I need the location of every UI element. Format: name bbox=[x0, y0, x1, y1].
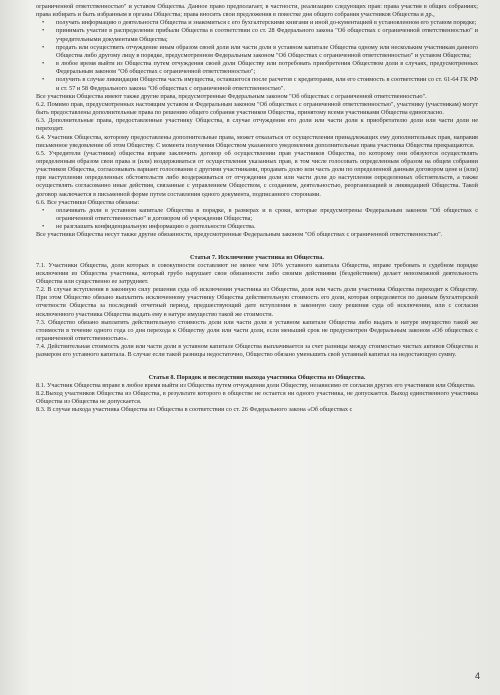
paragraph: ограниченной ответственностью" и уставом Общества. Данное право предполагает, в частности, реализацию следующих прав: права участия в общих собраниях; права избирать и быть избранным в органы Общества; права вносить свои предложения в повестке дня общего собрания участников Общества и др., bbox=[36, 3, 478, 19]
paragraph: 6.6. Все участники Общества обязаны: bbox=[36, 198, 140, 206]
paragraph: 6.5. Учредители (участники) общества вправе заключить договор об осуществлении прав участников Общества, по которому они обязуются осуществлять определенным образом свои права и (или) воздерживаться от осуществления указанных прав, в том числе голосовать определенным образом на общем собрании участников Общества, согласовывать вариант голосования с другими участниками, продавать долю или часть доли по определенной данным договором цене и (или) при наступлении определенных обстоятельств либо воздерживаться от отчуждения доли или части доли до наступления определенных обстоятельств, а также осуществлять согласованно иные действия, связанные с управлением Обществом, с созданием, деятельностью, реорганизацией и ликвидацией Общества. Такой договор заключается в письменной форме путем составления одного документа, подписанного сторонами. bbox=[36, 149, 478, 198]
section-heading: Статья 7. Исключение участника из Общества. bbox=[190, 253, 324, 261]
document-body bbox=[36, 3, 478, 414]
bullet-item bbox=[36, 60, 478, 76]
paragraph: Все участники Общества имеют также другие права, предусмотренные Федеральным законом "Об обществах с ограниченной ответственностью". bbox=[36, 92, 427, 100]
bullet-icon: • bbox=[42, 223, 45, 231]
bullet-text: получать информацию о деятельности Общества и знакомиться с его бухгалтерскими книгами и иной до-кументацией в установленном его уставом порядке; bbox=[56, 19, 477, 27]
bullet-text: принимать участие в распределении прибыли Общества в соответствии со ст. 28 Федерального закона "Об обществах с ограниченной ответственностью" и учредительными документами Общества; bbox=[56, 27, 478, 43]
bullet-item bbox=[36, 27, 478, 43]
section-spacer bbox=[36, 240, 478, 248]
bullet-item bbox=[36, 19, 478, 27]
paragraph: 8.1. Участник Общества вправе в любое время выйти из Общества путем отчуждения доли Обществу, независимо от согласия других его участников или Общества. bbox=[36, 381, 476, 389]
bullet-item bbox=[36, 44, 478, 60]
section-heading: Статья 8. Порядок и последствия выхода участника Общества из Общества. bbox=[148, 373, 366, 381]
paragraph: 7.2. В случае вступления в законную силу решения суда об исключении участника из Общества, доля или часть доли участника Общества переходит к Обществу. При этом Общество обязано выплатить исключенному участнику Общества действительную стоимость его доли, которая определяется по данным бухгалтерской отчетности Общества за последний отчетный период, предшествующий дате вступления в законную силу решения суда об исключении, или с согласия исключенного участника Общества выдать ему в натуре имущество такой же стоимости. bbox=[36, 286, 478, 318]
bullet-item bbox=[36, 76, 478, 92]
bullet-item bbox=[36, 207, 478, 223]
paragraph: 7.4. Действительная стоимость доли или части доли в уставном капитале Общества выплачивается за счет разницы между стоимостью чистых активов Общества и размером его уставного капитала. В случае если такой разницы недостаточно, Общество обязано уменьшить свой уставный капитал на недостающую сумму. bbox=[36, 343, 478, 359]
bullet-icon: • bbox=[42, 19, 45, 27]
bullet-icon: • bbox=[42, 60, 45, 68]
section-spacer bbox=[36, 360, 478, 368]
bullet-icon: • bbox=[42, 27, 45, 35]
paragraph: 7.1. Участники Общества, доли которых в совокупности составляют не менее чем 10% уставного капитала Общества, вправе требовать в судебном порядке исключения из Общества участника, который грубо нарушает свои обязанности либо своими действиями (бездействием) делает невозможной деятельность Общества или существенно ее затрудняет. bbox=[36, 261, 478, 285]
bullet-text: в любое время выйти из Общества путем отчуждения своей доли Обществу или потребовать приобретения Обществом доли в случаях, предусмотренных Федеральным законом "Об обществах с ограниченной ответственностью"; bbox=[56, 60, 478, 76]
page-number: 4 bbox=[474, 671, 480, 681]
bullet-item bbox=[36, 223, 478, 231]
bullet-text: продать или осуществить отчуждение иным образом своей доли или части доли в уставном капитале Общества одному или нескольким участникам данного Общества либо другому лицу в порядке, предусмотренном Федеральным законом "Об Обществах с ограниченной ответственностью" и уставом Общества; bbox=[56, 43, 478, 59]
paragraph: 8.2.Выход участников Общества из Общества, в результате которого в обществе не остается ни одного участника, не допускается. Выход единственного участника Общества из Общества не допускается. bbox=[36, 389, 478, 406]
bullet-text: не разглашать конфиденциальную информацию о деятельности Общества. bbox=[56, 223, 256, 231]
paragraph: 6.2. Помимо прав, предусмотренных настоящим уставом и Федеральным законом "Об обществах с ограниченной ответственностью", участнику (участникам) могут быть предоставлены дополнительные права по решению общего собрания участников Общества, принятому всеми участниками Общества единогласно. bbox=[36, 100, 478, 117]
paragraph: Все участники Общества несут также другие обязанности, предусмотренные Федеральным законом "Об обществах с ограниченной ответственностью". bbox=[36, 231, 443, 239]
paragraph: 6.4. Участник Общества, которому предоставлены дополнительные права, может отказаться от осуществления принадлежащих ему дополнительных прав, направив письменное уведомление об этом Обществу. С момента получения Обществом указанного уведомления дополнительные права участника Общества прекращаются. bbox=[36, 133, 478, 149]
bullet-icon: • bbox=[42, 43, 45, 51]
paragraph: 6.3. Дополнительные права, предоставленные участнику Общества, в случае отчуждения его доли или части доли к приобретателю доли или части доли не переходят. bbox=[36, 117, 478, 133]
bullet-icon: • bbox=[42, 76, 45, 84]
bullet-text: оплачивать доли в уставном капитале Общества в порядке, в размерах и в сроки, которые предусмотрены Федеральным законом "Об обществах с ограниченной ответственностью" и договором об учреждении Общества; bbox=[56, 206, 478, 223]
bullet-icon: • bbox=[42, 206, 45, 214]
paragraph: 7.3. Общество обязано выплатить действительную стоимость доли или части доли в уставном капитале Общества либо выдать в натуре имущество такой же стоимости в течение одного года со дня перехода к Обществу доли или части доли, если меньший срок не предусмотрен Федеральным законом «Об обществах с ограниченной ответственностью». bbox=[36, 318, 478, 343]
bullet-text: получить в случае ликвидации Общества часть имущества, оставшегося после расчетов с кредиторами, или его стоимость в соответствии со ст. 61-64 ГК РФ и ст. 57 и 58 Федерального закона "Об обществах с ограниченной ответственностью". bbox=[56, 76, 478, 92]
paragraph: 8.3. В случае выхода участника Общества из Общества в соответствии со ст. 26 Федерального закона «Об обществах с bbox=[36, 406, 353, 414]
